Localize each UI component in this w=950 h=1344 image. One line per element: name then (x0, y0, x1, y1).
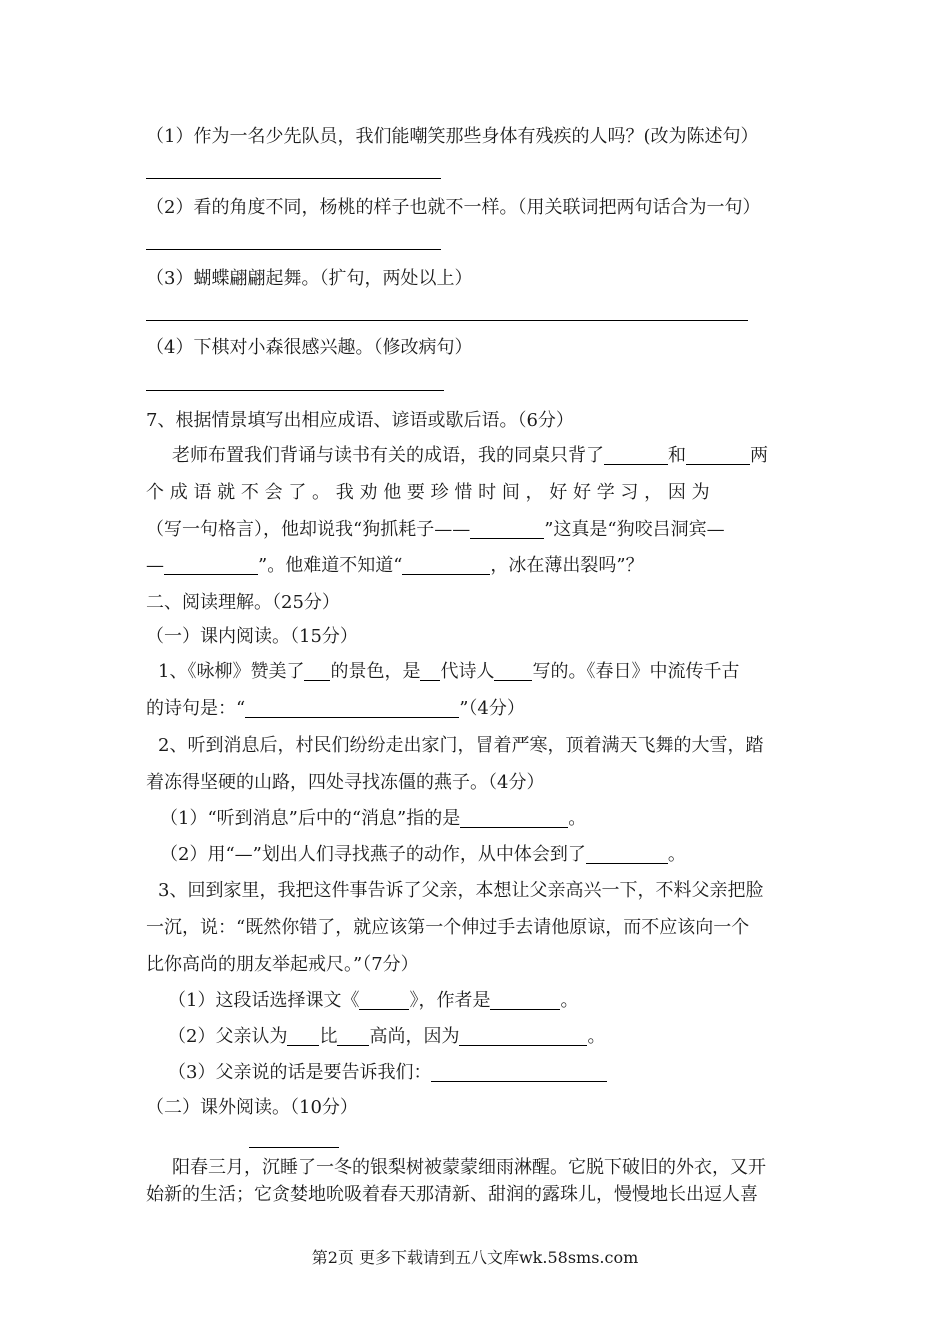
blank[interactable] (460, 809, 568, 828)
r3-text: （3）父亲说的话是要告诉我们： (168, 1062, 432, 1083)
blank[interactable] (304, 662, 330, 681)
r2-text: 。 (667, 844, 686, 865)
r3-question-2 (168, 1025, 605, 1049)
blank[interactable] (431, 1063, 607, 1082)
r3-question-1 (168, 989, 578, 1013)
r1-line-1 (158, 660, 739, 684)
answer-line-4[interactable] (146, 390, 444, 391)
blank[interactable] (359, 991, 409, 1010)
r1-text: 1、《咏柳》赞美了 (158, 661, 305, 682)
r3-text: 比 (319, 1026, 338, 1047)
r3-text: 高尚，因为 (369, 1026, 460, 1047)
r2-line-1: 2、听到消息后，村民们纷纷走出家门，冒着严寒，顶着满天飞舞的大雪，踏 (158, 735, 764, 756)
q6-sentence-4: （4）下棋对小森很感兴趣。（修改病句） (146, 337, 473, 358)
r3-text: 。 (560, 990, 579, 1011)
r3-text: 。 (587, 1026, 606, 1047)
r1-line-2 (146, 697, 525, 721)
blank[interactable] (604, 446, 668, 465)
blank[interactable] (402, 556, 490, 575)
q7-text: （写一句格言），他却说我“狗抓耗子—— (146, 519, 471, 540)
passage-line-2: 始新的生活；它贪婪地吮吸着春天那清新、甜润的露珠儿，慢慢地长出逗人喜 (146, 1184, 758, 1205)
blank[interactable] (337, 1027, 369, 1046)
section-2-title: 二、阅读理解。（25分） (146, 592, 340, 613)
r3-text: （1）这段话选择课文《 (168, 990, 360, 1011)
blank[interactable] (494, 662, 532, 681)
q7-text: ”。他难道不知道“ (258, 555, 403, 576)
blank[interactable] (287, 1027, 319, 1046)
q7-text: 老师布置我们背诵与读书有关的成语，我的同桌只背了 (172, 445, 604, 466)
blank[interactable] (490, 991, 560, 1010)
part-1-title: （一）课内阅读。（15分） (146, 626, 358, 647)
q6-sentence-3: （3）蝴蝶翩翩起舞。（扩句，两处以上） (146, 268, 473, 289)
r2-question-2 (160, 843, 686, 867)
r3-line-3: 比你高尚的朋友举起戒尺。”（7分） (146, 954, 419, 975)
q7-line-3 (146, 518, 725, 542)
r1-text: 的景色，是 (330, 661, 421, 682)
r3-question-3 (168, 1061, 607, 1085)
r2-text: （2）用“—”划出人们寻找燕子的动作，从中体会到了 (160, 844, 586, 865)
q6-sentence-2: （2）看的角度不同，杨桃的样子也就不一样。（用关联词把两句话合为一句） (146, 197, 761, 218)
r1-text: ”（4分） (459, 698, 525, 719)
q7-text: ”这真是“狗咬吕洞宾— (544, 519, 725, 540)
q7-line-4 (146, 554, 644, 578)
r2-question-1 (160, 807, 586, 831)
r1-text: 写的。《春日》中流传千古 (532, 661, 740, 682)
q6-sentence-1: （1）作为一名少先队员，我们能嘲笑那些身体有残疾的人吗？(改为陈述句） (146, 126, 759, 147)
blank[interactable] (164, 556, 258, 575)
r3-line-2: 一沉，说：“既然你错了，就应该第一个伸过手去请他原谅，而不应该向一个 (146, 917, 750, 938)
q7-text: ，冰在薄出裂吗”？ (490, 555, 644, 576)
blank[interactable] (686, 446, 750, 465)
r2-text: 。 (568, 808, 587, 829)
r3-text: （2）父亲认为 (168, 1026, 288, 1047)
answer-line-2[interactable] (146, 249, 441, 250)
r3-text: 》，作者是 (409, 990, 491, 1011)
blank[interactable] (459, 1027, 587, 1046)
answer-line-3[interactable] (146, 320, 748, 321)
blank[interactable] (245, 699, 459, 718)
q7-line-2: 个 成 语 就 不 会 了 。 我 劝 他 要 珍 惜 时 间 ， 好 好 学 习 ， 因 为 (146, 482, 710, 503)
q7-text: — (146, 555, 164, 576)
r1-text: 的诗句是：“ (146, 698, 246, 719)
q7-text: 两 (750, 445, 768, 466)
r2-text: （1）“听到消息”后中的“消息”指的是 (160, 808, 461, 829)
part-2-title: （二）课外阅读。（10分） (146, 1097, 358, 1118)
page-footer: 第2页 更多下载请到五八文库wk.58sms.com (311, 1248, 639, 1267)
blank[interactable] (470, 520, 544, 539)
q7-title: 7、根据情景填写出相应成语、谚语或歇后语。（6分） (146, 410, 574, 431)
r3-line-1: 3、回到家里，我把这件事告诉了父亲，本想让父亲高兴一下，不料父亲把脸 (158, 880, 764, 901)
passage-line-1: 阳春三月，沉睡了一冬的银梨树被蒙蒙细雨淋醒。它脱下破旧的外衣，又开 (172, 1157, 766, 1178)
blank[interactable] (420, 662, 440, 681)
r1-text: 代诗人 (440, 661, 495, 682)
blank[interactable] (586, 845, 668, 864)
q7-line-1 (172, 444, 768, 468)
title-blank[interactable] (249, 1147, 339, 1148)
answer-line-1[interactable] (146, 178, 441, 179)
r2-line-2: 着冻得坚硬的山路，四处寻找冻僵的燕子。（4分） (146, 772, 545, 793)
q7-text: 和 (668, 445, 686, 466)
